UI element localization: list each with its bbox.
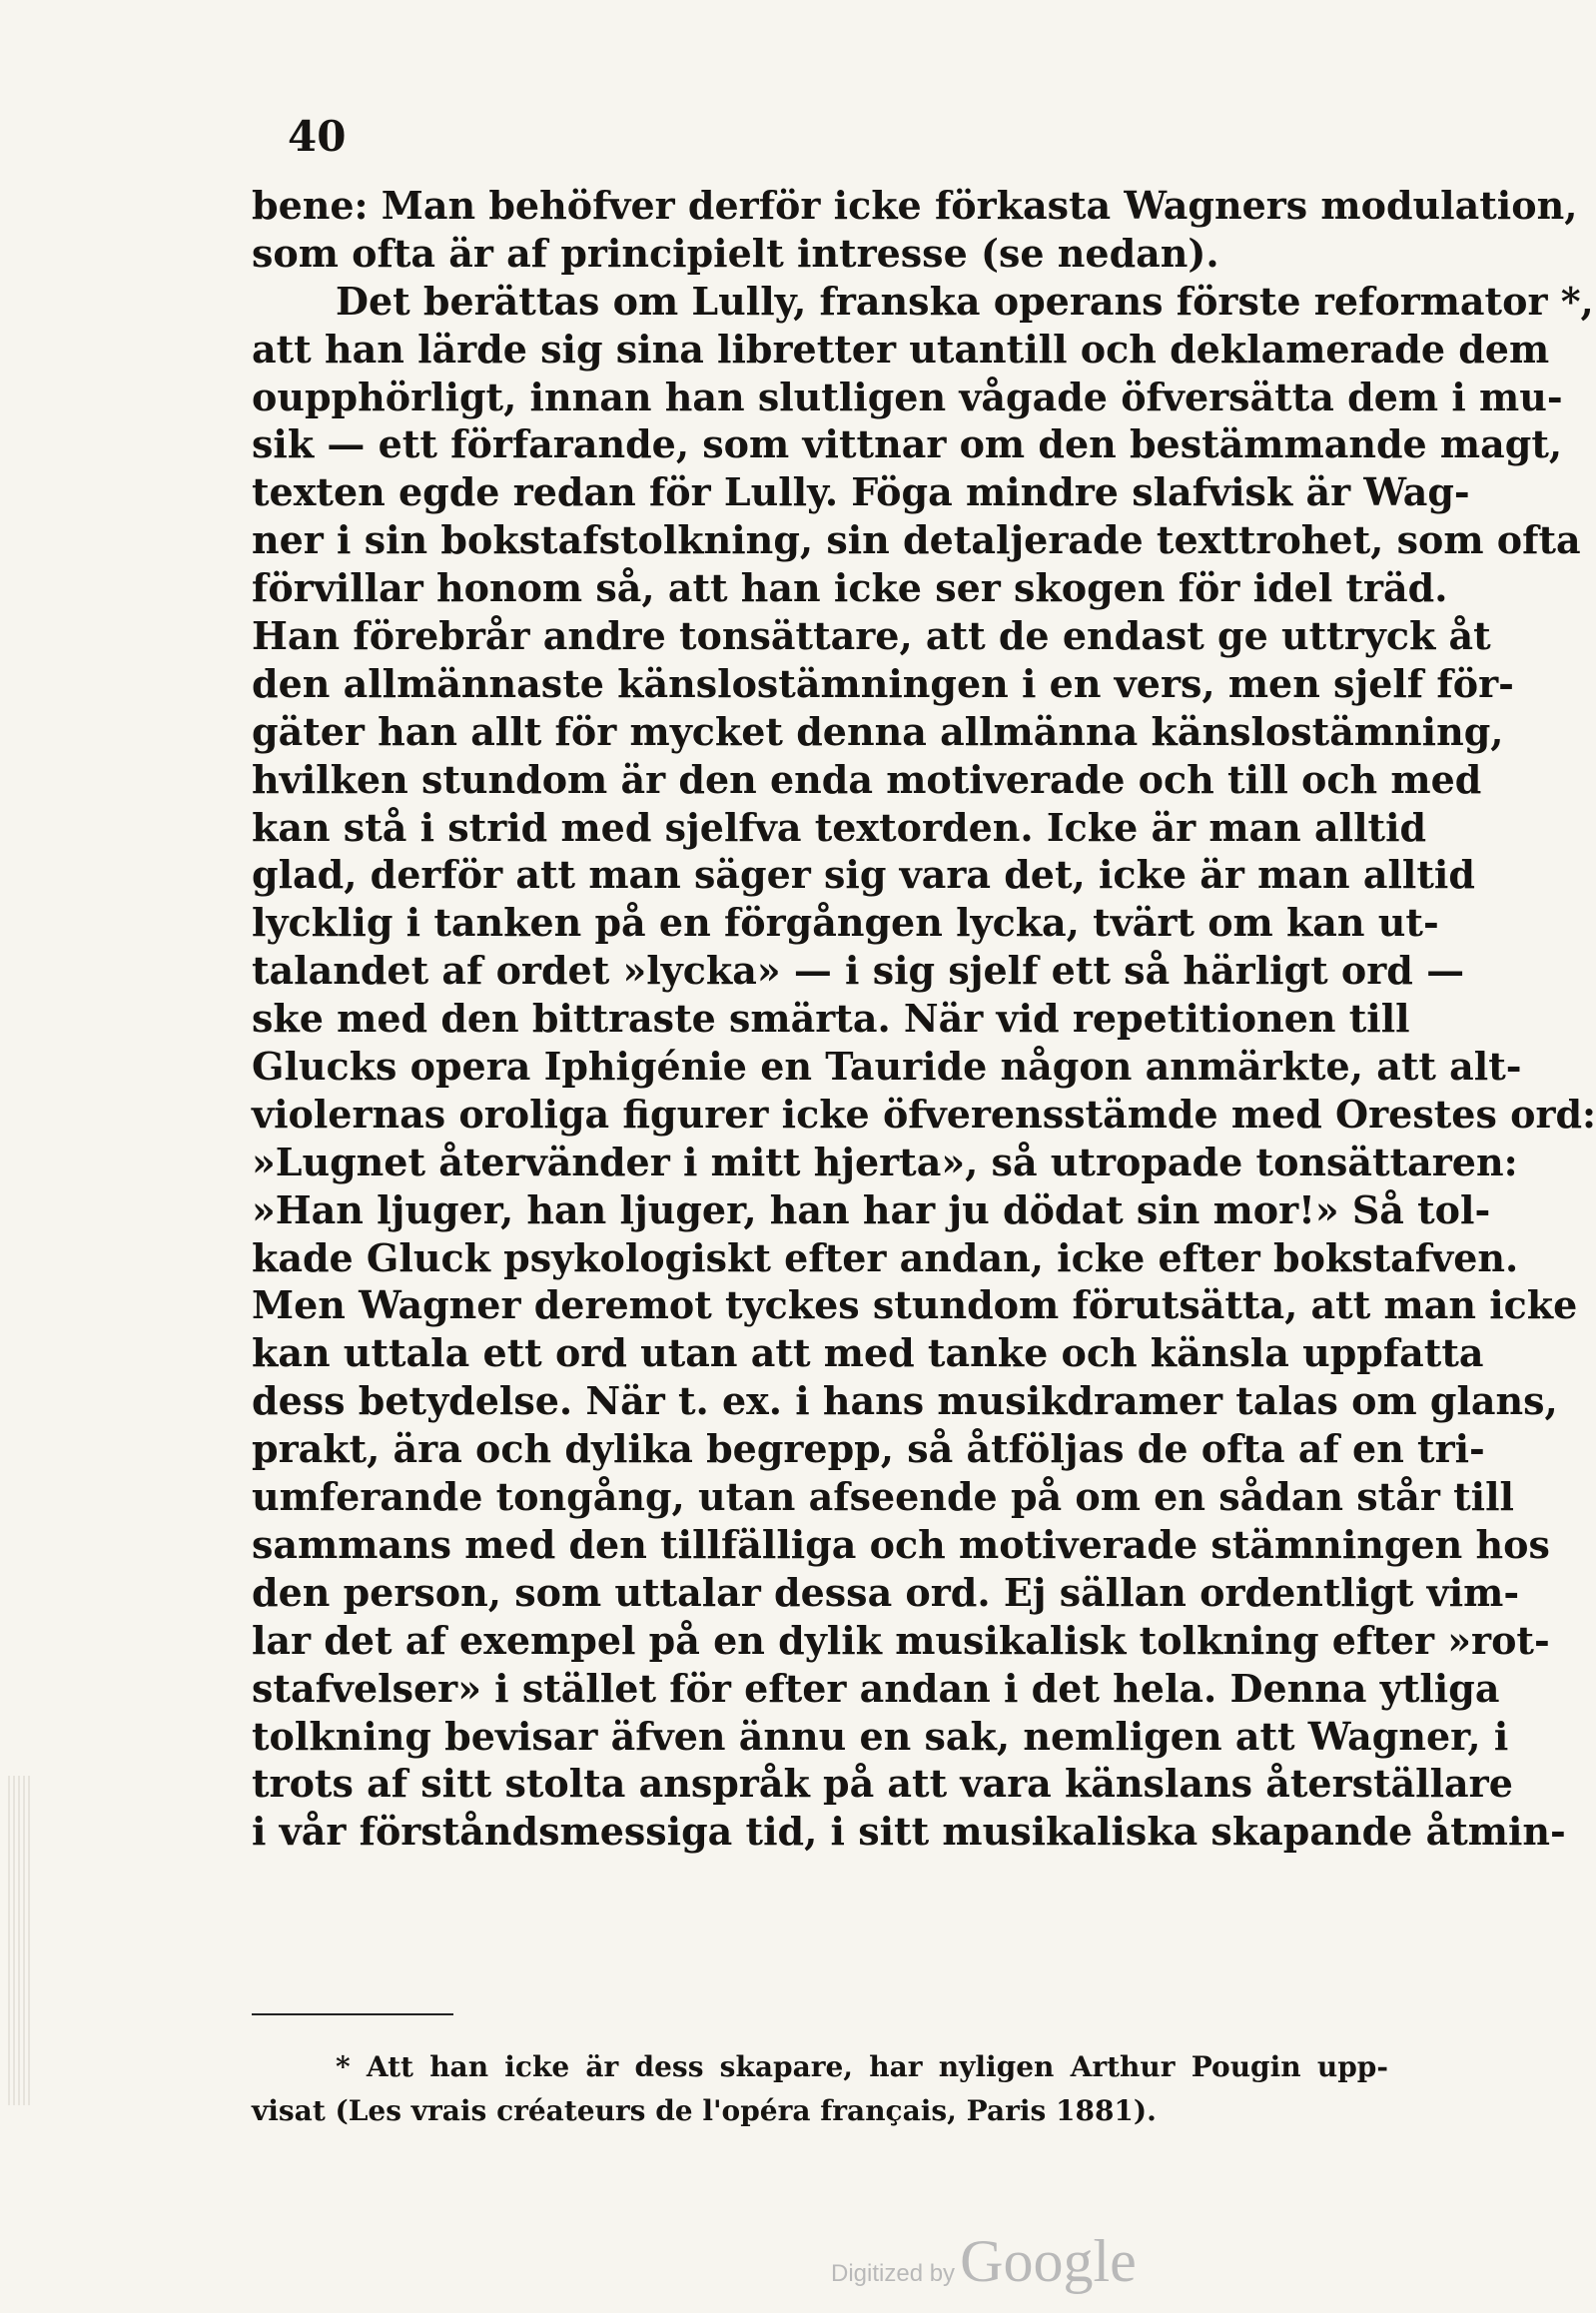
scan-margin-artifact [8,1776,30,2105]
text-line: kan uttala ett ord utan att med tanke och känsla uppfatta [252,1330,1484,1376]
body-text [252,182,1596,1856]
text-line: i vår förståndsmessiga tid, i sitt musikaliska skapande åtmin- [252,1809,1566,1855]
text-line: Han förebrår andre tonsättare, att de endast ge uttryck åt [252,613,1491,659]
text-line: Det berättas om Lully, franska operans förste reformator *, [336,278,1594,324]
text-line: violernas oroliga figurer icke öfverensstämde med Orestes ord: [252,1091,1596,1137]
text-line: dess betydelse. När t. ex. i hans musikdramer talas om glans, [252,1378,1558,1424]
text-line: talandet af ordet »lycka» — i sig sjelf ett så härligt ord — [252,948,1465,994]
text-line: Men Wagner deremot tyckes stundom förutsätta, att man icke [252,1282,1578,1328]
text-line: texten egde redan för Lully. Föga mindre slafvisk är Wag- [252,469,1470,515]
digitized-watermark [831,2227,1137,2296]
footnote-line: * Att han icke är dess skapare, har nyligen Arthur Pougin upp- [336,2050,1388,2083]
text-line: den allmännaste känslostämningen i en vers, men sjelf för- [252,660,1514,706]
google-logo: Google [960,2228,1137,2294]
text-line: sik — ett förfarande, som vittnar om den bestämmande magt, [252,421,1563,467]
watermark-prefix: Digitized by [831,2260,956,2287]
text-line: bene: Man behöfver derför icke förkasta Wagners modulation, [252,183,1578,228]
text-line: trots af sitt stolta anspråk på att vara känslans återställare [252,1761,1513,1807]
text-line: tolkning bevisar äfven ännu en sak, nemligen att Wagner, i [252,1713,1509,1759]
text-line: lycklig i tanken på en förgången lycka, tvärt om kan ut- [252,900,1439,946]
text-line: stafvelser» i stället för efter andan i det hela. Denna ytliga [252,1665,1500,1711]
text-line: glad, derför att man säger sig vara det, icke är man alltid [252,852,1475,898]
text-line: att han lärde sig sina libretter utantill och deklamerade dem [252,326,1550,372]
text-line: gäter han allt för mycket denna allmänna känslostämning, [252,708,1504,754]
text-line: »Han ljuger, han ljuger, han har ju dödat sin mor!» Så tol- [252,1186,1491,1232]
text-line: som ofta är af principielt intresse (se nedan). [252,230,1219,276]
text-line: sammans med den tillfälliga och motiverade stämningen hos [252,1521,1550,1567]
footnote [252,2045,1388,2133]
text-line: »Lugnet återvänder i mitt hjerta», så utropade tonsättaren: [252,1139,1518,1184]
text-line: Glucks opera Iphigénie en Tauride någon anmärkte, att alt- [252,1044,1522,1090]
text-line: kan stå i strid med sjelfva textorden. Icke är man alltid [252,804,1427,850]
text-line: prakt, ära och dylika begrepp, så åtföljas de ofta af en tri- [252,1426,1485,1472]
text-line: umferande tongång, utan afseende på om en sådan står till [252,1474,1514,1520]
text-line: lar det af exempel på en dylik musikalisk tolkning efter »rot- [252,1617,1550,1663]
text-line: hvilken stundom är den enda motiverade och till och med [252,756,1482,802]
text-line: oupphörligt, innan han slutligen vågade öfversätta dem i mu- [252,374,1563,419]
page-number: 40 [288,112,347,161]
text-line: ner i sin bokstafstolkning, sin detaljerade texttrohet, som ofta [252,517,1581,563]
text-line: kade Gluck psykologiskt efter andan, icke efter bokstafven. [252,1234,1519,1280]
text-line: ske med den bittraste smärta. När vid repetitionen till [252,996,1410,1042]
footnote-divider [252,2013,453,2015]
text-line: den person, som uttalar dessa ord. Ej sällan ordentligt vim- [252,1569,1520,1615]
text-line: förvillar honom så, att han icke ser skogen för idel träd. [252,565,1448,611]
footnote-line: visat (Les vrais créateurs de l'opéra français, Paris 1881). [252,2094,1157,2127]
